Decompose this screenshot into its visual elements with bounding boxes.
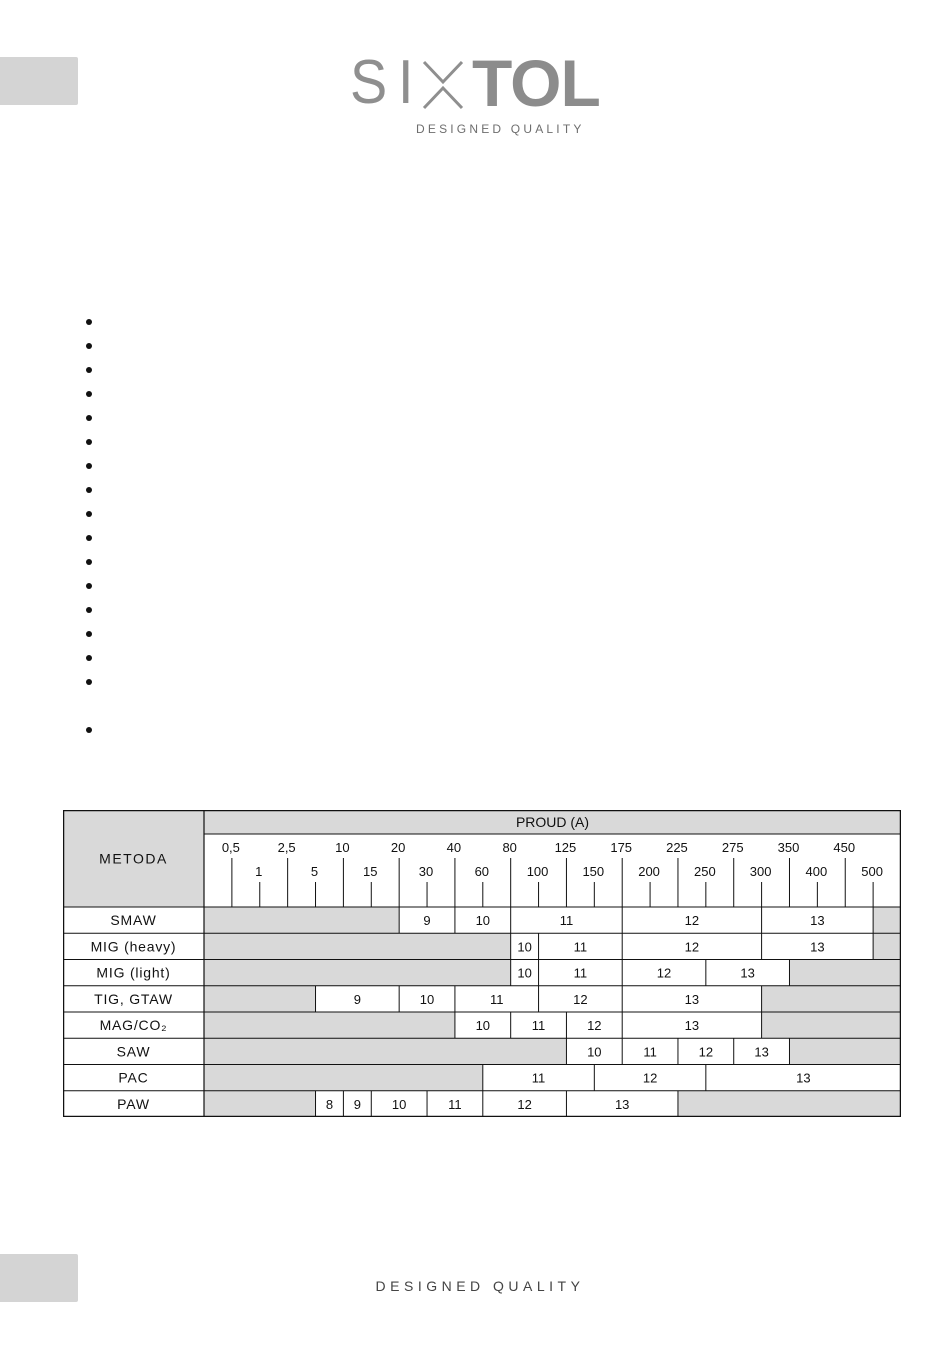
shade-number: 11	[531, 1018, 546, 1034]
scale-label-lower: 1	[255, 864, 263, 879]
logo-x-mark	[418, 58, 468, 110]
method-header-label: METODA	[99, 850, 168, 867]
method-label: SAW	[116, 1043, 151, 1060]
current-header-label: PROUD (A)	[515, 814, 590, 830]
scale-label-lower: 250	[693, 864, 716, 879]
shade-number: 12	[517, 1096, 532, 1112]
bullet-item	[86, 720, 96, 744]
shaded-range	[204, 933, 511, 959]
bullet-item	[86, 408, 96, 432]
shade-number: 10	[475, 913, 491, 929]
shade-number: 11	[559, 913, 574, 929]
shade-number: 13	[796, 1070, 811, 1086]
shade-number: 13	[810, 913, 825, 929]
scale-label-lower: 30	[418, 864, 434, 879]
method-label: TIG, GTAW	[94, 990, 173, 1007]
shaded-range	[789, 960, 901, 986]
bullet-item	[86, 528, 96, 552]
logo-tagline: DESIGNED QUALITY	[416, 122, 585, 136]
scale-label-upper: 275	[721, 840, 744, 855]
scale-label-lower: 100	[526, 864, 549, 879]
shaded-range	[762, 986, 901, 1012]
scale-label-upper: 0,5	[221, 840, 240, 855]
shade-number: 8	[325, 1096, 334, 1112]
table-drawing	[63, 810, 901, 1117]
shade-number: 11	[489, 991, 504, 1007]
scale-label-upper: 20	[390, 840, 406, 855]
scale-label-upper: 225	[666, 840, 688, 855]
scale-label-upper: 350	[777, 840, 800, 855]
shade-number: 12	[698, 1044, 714, 1060]
shaded-range	[678, 1091, 901, 1117]
shade-number: 10	[391, 1096, 407, 1112]
scale-label-lower: 5	[310, 864, 319, 879]
shaded-range	[873, 907, 901, 933]
method-label: PAW	[117, 1095, 150, 1112]
scale-label-upper: 40	[446, 840, 462, 855]
bullet-item	[86, 672, 96, 696]
bullet-item	[86, 600, 96, 624]
shaded-range	[204, 907, 399, 933]
shade-number: 11	[531, 1070, 546, 1086]
shade-number: 13	[810, 939, 825, 955]
shade-number: 12	[684, 939, 700, 955]
scale-label-upper: 80	[502, 840, 517, 855]
shade-number: 13	[684, 991, 700, 1007]
scale-label-upper: 175	[610, 840, 633, 855]
bullet-item	[86, 384, 96, 408]
bullet-item	[86, 432, 96, 456]
shade-number: 9	[423, 913, 431, 929]
shaded-range	[204, 1065, 483, 1091]
shade-number: 12	[573, 991, 588, 1007]
page-tab-top	[0, 57, 78, 105]
shade-number: 12	[656, 965, 672, 981]
bullet-item	[86, 360, 96, 384]
bullet-item	[86, 624, 96, 648]
shade-number: 9	[353, 1096, 361, 1112]
bullet-item	[86, 504, 96, 528]
scale-label-upper: 450	[833, 840, 856, 855]
shade-number: 11	[573, 965, 588, 981]
shaded-range	[204, 1038, 566, 1064]
method-label: PAC	[118, 1069, 149, 1086]
shade-number: 12	[684, 913, 700, 929]
method-label: MIG (light)	[96, 964, 171, 981]
scale-label-lower: 60	[474, 864, 490, 879]
shade-number: 12	[587, 1018, 602, 1034]
shade-number: 9	[353, 991, 361, 1007]
logo-tol-text: TOL	[472, 46, 600, 120]
shaded-range	[204, 960, 511, 986]
method-label: MIG (heavy)	[90, 938, 177, 955]
shaded-range	[873, 933, 901, 959]
shade-number: 11	[573, 939, 588, 955]
bullet-item	[86, 480, 96, 504]
logo-si-text: SI	[350, 48, 425, 117]
shaded-range	[204, 1012, 455, 1038]
bullet-item	[86, 648, 96, 672]
shaded-range	[762, 1012, 901, 1038]
shade-number: 11	[643, 1044, 657, 1060]
footer-tagline: DESIGNED QUALITY	[375, 1278, 585, 1294]
bullet-item	[86, 312, 96, 336]
scale-label-lower: 300	[749, 864, 772, 879]
welding-filter-table	[63, 810, 901, 1117]
bullet-item	[86, 576, 96, 600]
scale-label-lower: 500	[861, 864, 883, 879]
shade-number: 13	[684, 1018, 700, 1034]
scale-label-lower: 400	[805, 864, 828, 879]
method-label: MAG/CO₂	[99, 1017, 168, 1034]
shade-number: 10	[419, 991, 435, 1007]
shaded-range	[204, 1091, 316, 1117]
shade-number: 13	[754, 1044, 769, 1060]
bullet-item	[86, 336, 96, 360]
shade-number: 10	[517, 939, 532, 955]
shade-number: 10	[517, 965, 532, 981]
sixtol-logo	[350, 46, 610, 142]
scale-label-lower: 200	[638, 864, 660, 879]
shade-number: 13	[740, 965, 755, 981]
shaded-range	[204, 986, 316, 1012]
bullet-list	[86, 312, 96, 744]
scale-label-upper: 2,5	[277, 840, 296, 855]
shade-number: 11	[448, 1096, 462, 1112]
shade-number: 10	[587, 1044, 602, 1060]
shade-number: 12	[642, 1070, 658, 1086]
bullet-item	[86, 552, 96, 576]
shade-number: 10	[475, 1018, 491, 1034]
shaded-range	[789, 1038, 901, 1064]
scale-label-upper: 125	[554, 840, 577, 855]
scale-label-upper: 10	[335, 840, 350, 855]
scale-label-lower: 15	[363, 864, 378, 879]
shade-number: 13	[614, 1096, 630, 1112]
bullet-item	[86, 456, 96, 480]
scale-label-lower: 150	[582, 864, 605, 879]
method-label: SMAW	[110, 912, 157, 929]
